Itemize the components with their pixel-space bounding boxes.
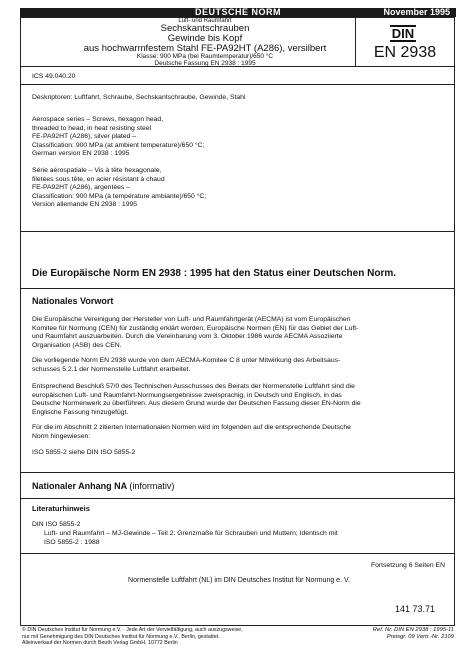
french-title-block: [32, 167, 206, 210]
text-line: Alleinverkauf der Normen durch Beuth Verlag GmbH, 10772 Berlin: [22, 640, 178, 647]
french-line: Série aérospatiale – Vis à tête hexagonale,: [32, 167, 162, 174]
text-line: Entsprechend Beschluß 57/0 des Technischen Ausschusses des Beirats der Normenstelle Luftfahrt sind die: [32, 383, 355, 390]
continuation-note: Fortsetzung 6 Seiten EN: [370, 562, 445, 569]
annex-heading-note: (informativ): [129, 481, 175, 491]
subject-small: Luft- und Raumfahrt: [178, 18, 232, 24]
continuation-rule: [20, 553, 455, 554]
text-line: ISO 5855-2 : 1988: [44, 538, 100, 546]
english-line: threaded to head, in heat resisting steel: [32, 124, 152, 132]
price-code: 141 73.71: [394, 604, 435, 614]
title-line-3: aus hochwarmfestem Stahl FE-PA92HT (A286), versilbert: [83, 43, 327, 55]
literature-item-number: DIN ISO 5855-2: [32, 521, 81, 528]
french-line: Classification: 900 MPa (à température ambiante)/650 °C;: [32, 192, 207, 200]
text-line: europäischen Luft- und Raumfahrt-Normungsergebnisse zweisprachig, in Deutsch und Englisch, in das: [32, 391, 342, 399]
document-title: [40, 18, 370, 68]
status-line: Die Europäische Norm EN 2938 : 1995 hat den Status einer Deutschen Norm.: [32, 268, 397, 279]
publication-date: November 1995: [383, 7, 450, 17]
foreword-heading: Nationales Vorwort: [32, 296, 114, 306]
annex-rule: [20, 472, 455, 473]
foreword-paragraph-1: [32, 316, 358, 350]
foreword-paragraph-2: [32, 357, 340, 374]
text-line: Englische Fassung hinzugefügt.: [32, 408, 129, 416]
literature-item: [44, 530, 446, 547]
german-version-note: Deutsche Fassung EN 2938 : 1995: [154, 60, 256, 68]
descriptors: Deskriptoren: Luftfahrt, Schraube, Sechskantschraube, Gewinde, Stahl: [32, 94, 246, 101]
norm-label: DEUTSCHE NORM: [194, 7, 281, 17]
annex-heading: [32, 481, 174, 491]
text-line: nur mit Genehmigung des DIN Deutsches Institut für Normung e.V., Berlin, gestattet.: [22, 633, 220, 640]
english-title-block: [32, 116, 204, 159]
text-line: Deutsche Normenwerk zu überführen. Aus diesem Grund wurde der Deutschen Fassung dieser EN-Norm die: [32, 400, 361, 408]
literature-rule: [20, 498, 455, 499]
french-line: FE-PA92HT (A286), argentées –: [32, 184, 130, 192]
classification-note: Klasse: 900 MPa (bei Raumtemperatur)/650 °C: [136, 53, 274, 61]
issuing-body: Normenstelle Luftfahrt (NL) im DIN Deutsches Institut für Normung e. V.: [128, 577, 350, 584]
status-rule: [20, 231, 455, 232]
english-line: German version EN 2938 : 1995: [32, 150, 130, 158]
din-logo: DIN: [391, 26, 415, 41]
french-line: filetées sous tête, en acier résistant à chaud: [32, 175, 165, 183]
title-line-2: Gewinde bis Kopf: [167, 33, 243, 45]
header-bar: [20, 8, 456, 17]
price-group: Preisgr. 09 Vertr.-Nr. 2109: [386, 633, 454, 640]
text-line: © DIN Deutsches Institut für Normung e.V. · Jede Art der Vervielfältigung, auch auszugsweise,: [22, 627, 243, 633]
title-line-1: Sechskantschrauben: [160, 23, 250, 35]
text-line: Organisation (ASB) des CEN.: [32, 341, 122, 349]
english-line: Aerospace series – Screws, hexagon head,: [32, 116, 164, 123]
text-line: Die vorliegende Norm EN 2938 wurde von dem AECMA-Komitee C 8 unter Mitwirkung des Arbeitsaus-: [32, 357, 341, 364]
text-line: Für die im Abschnitt 2 zitierten Internationalen Normen wird im folgenden auf die entsprechende Deutsche: [32, 424, 351, 431]
text-line: Komitee für Normung (CEN) für zuständig erklärt worden, Europäische Normen (EN) für das Gebiet der Luft-: [32, 324, 359, 332]
reference-number: Ref. Nr. DIN EN 2938 : 1995-11: [372, 627, 454, 633]
foreword-paragraph-4: [32, 424, 351, 441]
standard-number: EN 2938: [373, 44, 437, 61]
literature-heading: Literaturhinweis: [32, 504, 90, 513]
copyright-notice: [22, 627, 352, 647]
text-line: und Raumfahrt auszuarbeiten. Durch die Vereinbarung vom 3. Oktober 1986 wurde AECMA Assoziierte: [32, 333, 343, 341]
ics-code: ICS 49.040.20: [32, 73, 76, 80]
foreword-paragraph-3: [32, 383, 361, 417]
foreword-rule: [20, 288, 455, 289]
annex-heading-text: Nationaler Anhang NA: [32, 481, 127, 491]
text-line: Luft- und Raumfahrt – MJ-Gewinde – Teil 2: Grenzmaße für Schrauben und Muttern; Identisch mit: [44, 530, 338, 537]
text-line: Norm hingewiesen:: [32, 432, 91, 440]
english-line: Classification: 900 MPa (at ambient temperature)/650 °C;: [32, 141, 205, 149]
standard-reference: ISO 5855-2 siehe DIN ISO 5855-2: [32, 449, 136, 456]
text-line: Die Europäische Vereinigung der Hersteller von Luft- und Raumfahrtgerät (AECMA) ist vom Europäischen: [32, 316, 351, 323]
reference-block: [352, 627, 454, 641]
french-line: Version allemande EN 2938 : 1995: [32, 201, 138, 209]
ics-rule: [20, 84, 455, 85]
text-line: schusses 5.2.1 der Normenstelle Luftfahrt erarbeitet.: [32, 365, 191, 373]
english-line: FE-PA92HT (A286), silver plated –: [32, 133, 137, 141]
